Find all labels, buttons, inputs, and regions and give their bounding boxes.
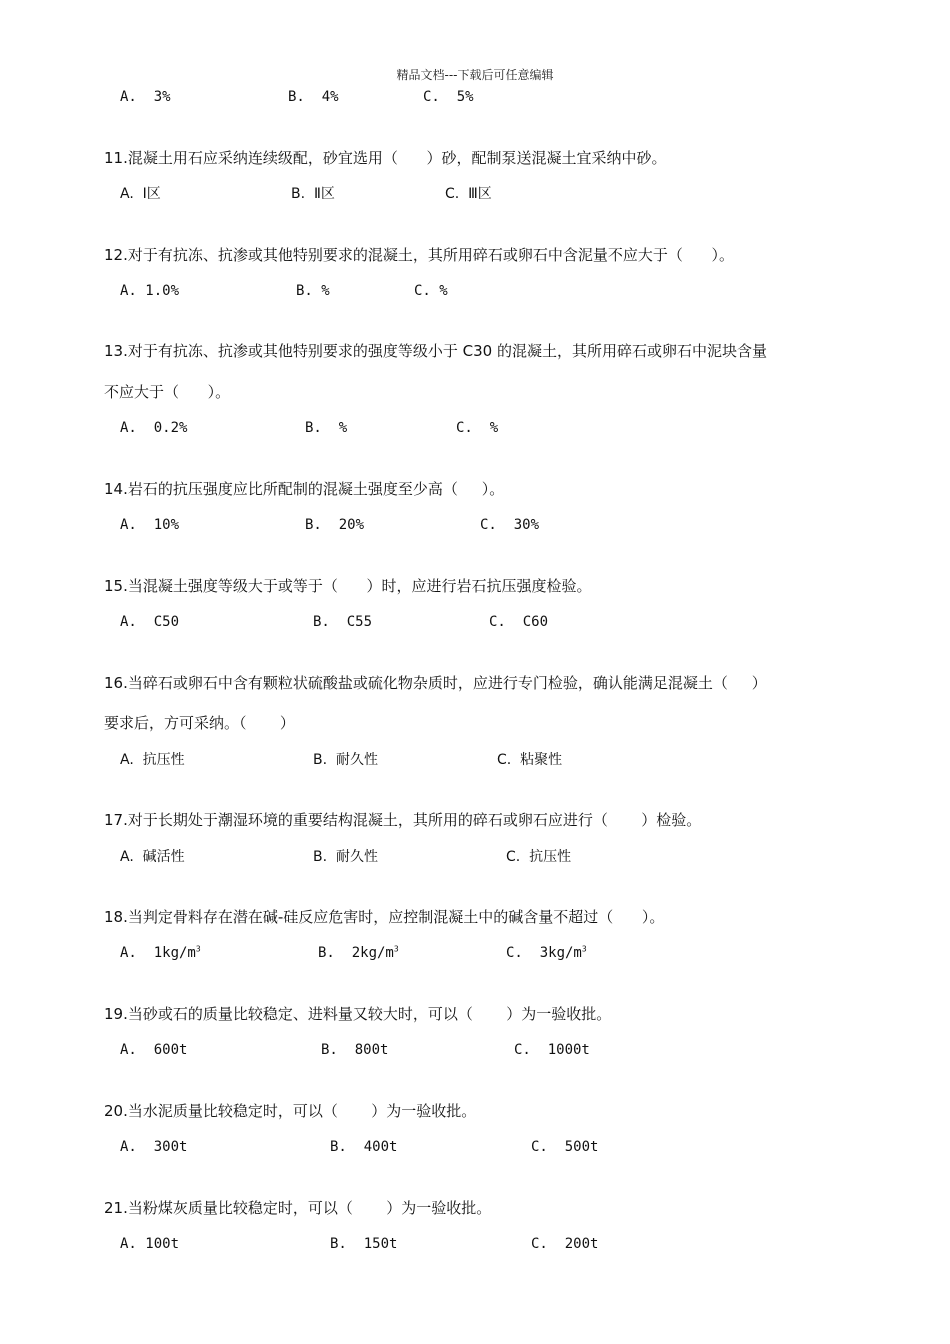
q11-option-c: C. Ⅲ区 [445, 186, 492, 202]
question-18: 18.当判定骨料存在潜在碱-硅反应危害时，应控制混凝土中的碱含量不超过（ ）。 [104, 908, 665, 926]
q10-option-b: B. 4% [288, 89, 339, 105]
q15-option-c: C. C60 [489, 614, 549, 630]
q17-option-b: B. 耐久性 [313, 849, 378, 865]
q12-option-c: C. % [414, 283, 448, 299]
q10-option-c: C. 5% [423, 89, 474, 105]
superscript-3: 3 [195, 944, 201, 954]
superscript-3: 3 [581, 944, 587, 954]
question-20: 20.当水泥质量比较稳定时，可以（ ）为一验收批。 [104, 1102, 477, 1120]
q20-option-b: B. 400t [330, 1139, 398, 1155]
q12-option-a: A. 1.0% [120, 283, 180, 299]
question-13-line2: 不应大于（ ）。 [104, 383, 231, 401]
question-19: 19.当砂或石的质量比较稳定、进料量又较大时，可以（ ）为一验收批。 [104, 1005, 612, 1023]
q10-option-a: A. 3% [120, 89, 171, 105]
question-16-line1: 16.当碎石或卵石中含有颗粒状硫酸盐或硫化物杂质时，应进行专门检验，确认能满足混凝土（ ） [104, 674, 767, 692]
q13-option-b: B. % [305, 420, 348, 436]
question-16-line2: 要求后，方可采纳。（ ） [104, 714, 295, 732]
q18-option-b [318, 944, 399, 962]
question-12: 12.对于有抗冻、抗渗或其他特别要求的混凝土，其所用碎石或卵石中含泥量不应大于（ ）。 [104, 246, 734, 264]
q19-option-a: A. 600t [120, 1042, 188, 1058]
q16-option-a: A. 抗压性 [120, 752, 185, 768]
question-15: 15.当混凝土强度等级大于或等于（ ）时，应进行岩石抗压强度检验。 [104, 577, 592, 595]
q18-option-c [506, 944, 587, 962]
q18-option-a-label: A. 1kg/m [120, 945, 196, 961]
q15-option-b: B. C55 [313, 614, 373, 630]
question-14: 14.岩石的抗压强度应比所配制的混凝土强度至少高（ ）。 [104, 480, 505, 498]
q11-option-b: B. Ⅱ区 [291, 186, 335, 202]
q21-option-a: A. 100t [120, 1236, 180, 1252]
q13-option-a: A. 0.2% [120, 420, 188, 436]
page-header: 精品文档---下载后可任意编辑 [396, 68, 554, 82]
q14-option-a: A. 10% [120, 517, 180, 533]
q20-option-a: A. 300t [120, 1139, 188, 1155]
q12-option-b: B. % [296, 283, 330, 299]
q20-option-c: C. 500t [531, 1139, 599, 1155]
q11-option-a: A. Ⅰ区 [120, 186, 161, 202]
q18-option-c-label: C. 3kg/m [506, 945, 582, 961]
q16-option-b: B. 耐久性 [313, 752, 378, 768]
q14-option-b: B. 20% [305, 517, 365, 533]
question-21: 21.当粉煤灰质量比较稳定时，可以（ ）为一验收批。 [104, 1199, 492, 1217]
q18-option-a [120, 944, 201, 962]
q16-option-c: C. 粘聚性 [497, 752, 563, 768]
q17-option-a: A. 碱活性 [120, 849, 185, 865]
q19-option-c: C. 1000t [514, 1042, 590, 1058]
superscript-3: 3 [393, 944, 399, 954]
q14-option-c: C. 30% [480, 517, 540, 533]
question-11: 11.混凝土用石应采纳连续级配，砂宜选用（ ）砂，配制泵送混凝土宜采纳中砂。 [104, 149, 667, 167]
question-13-line1: 13.对于有抗冻、抗渗或其他特别要求的强度等级小于 C30 的混凝土，其所用碎石或卵石中泥块含量 [104, 342, 767, 360]
q21-option-c: C. 200t [531, 1236, 599, 1252]
q15-option-a: A. C50 [120, 614, 180, 630]
q19-option-b: B. 800t [321, 1042, 389, 1058]
q21-option-b: B. 150t [330, 1236, 398, 1252]
question-17: 17.对于长期处于潮湿环境的重要结构混凝土，其所用的碎石或卵石应进行（ ）检验。 [104, 811, 702, 829]
q18-option-b-label: B. 2kg/m [318, 945, 394, 961]
q13-option-c: C. % [456, 420, 499, 436]
q17-option-c: C. 抗压性 [506, 849, 572, 865]
